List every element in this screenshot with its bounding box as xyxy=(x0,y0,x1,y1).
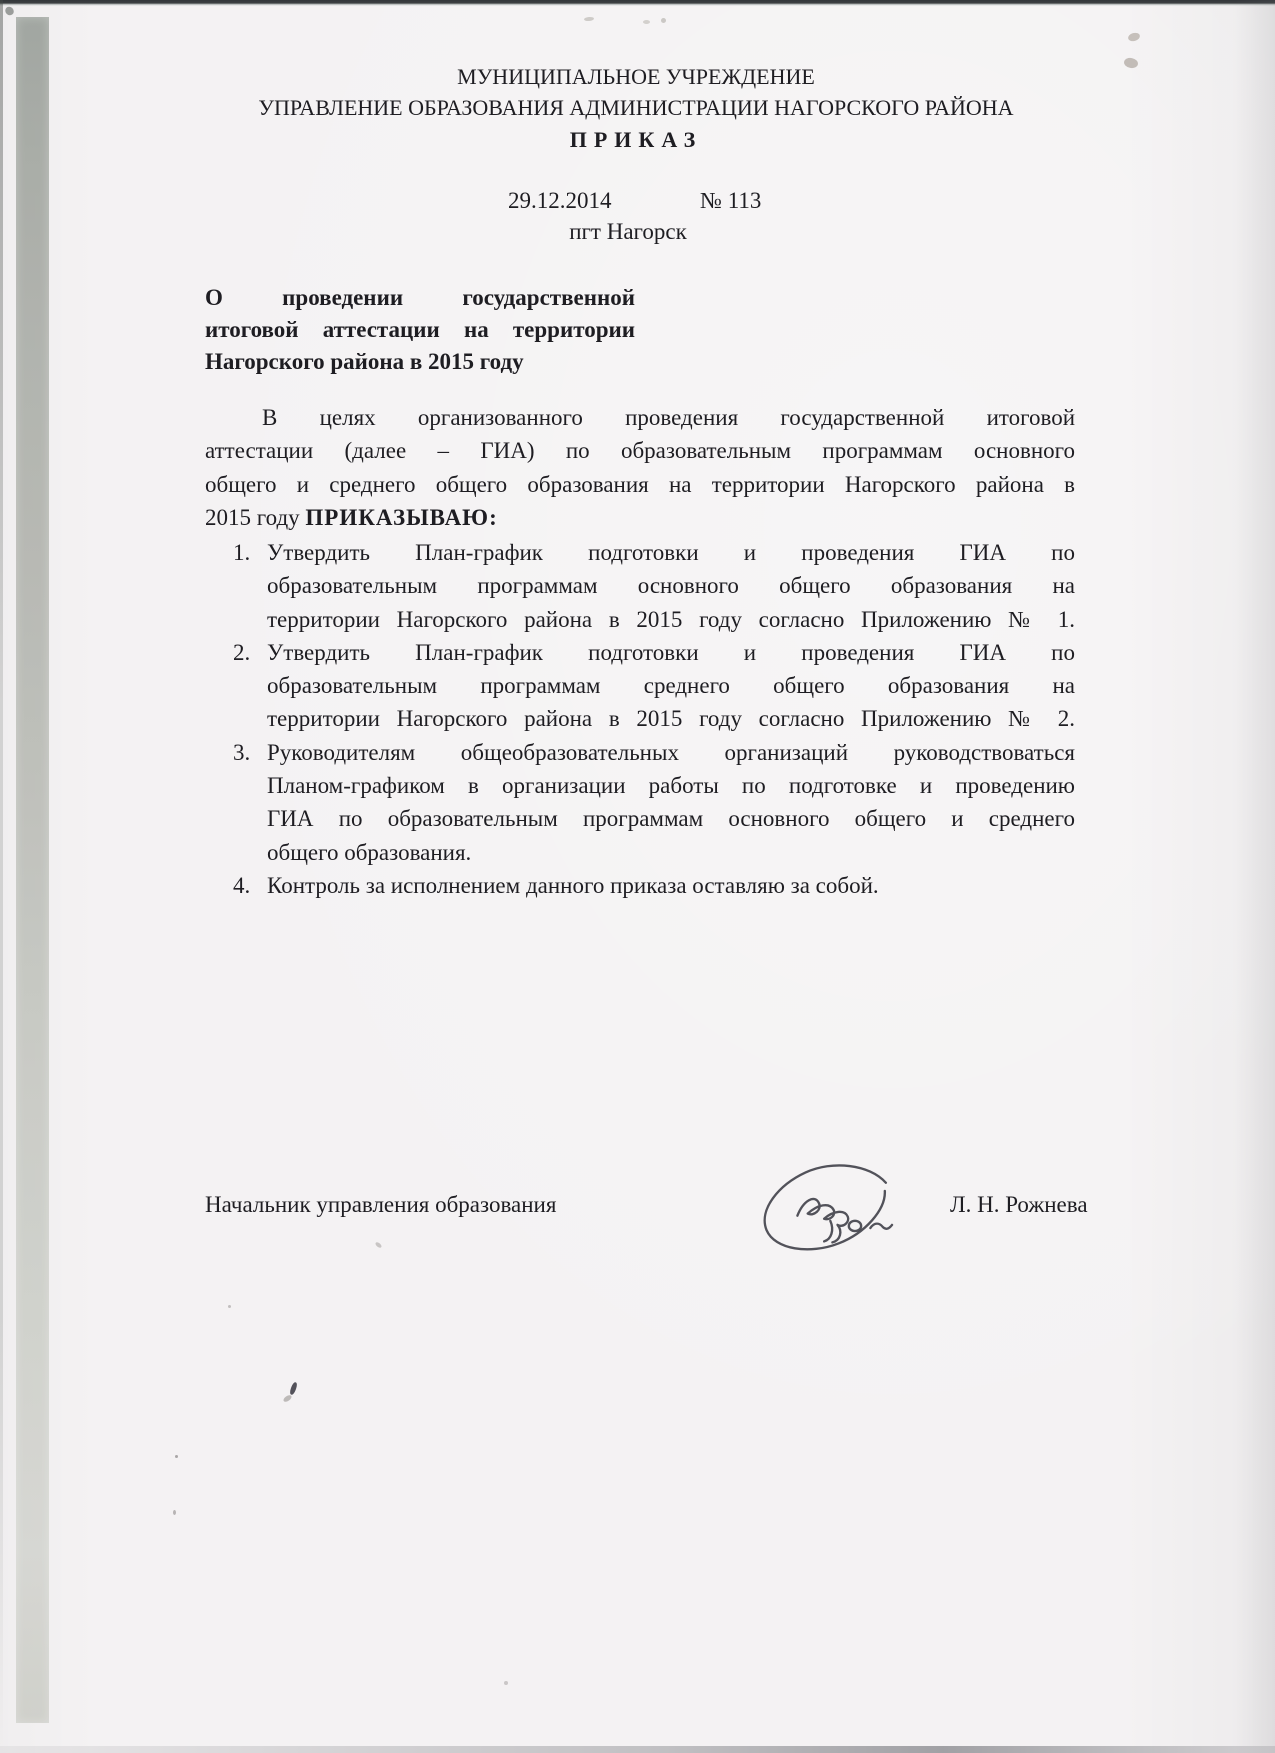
text-line: общего образования. xyxy=(267,839,472,865)
scan-speck xyxy=(173,1510,176,1515)
item-number: 2. xyxy=(233,639,251,665)
text-line: образовательным программам среднего общего образования на xyxy=(267,673,1075,699)
item-text xyxy=(267,736,1075,869)
item-number: 1. xyxy=(233,540,251,565)
text-line: общего и среднего общего образования на территории Нагорского района в xyxy=(205,471,1075,497)
text-line: Руководителям общеобразовательных организаций руководствоваться xyxy=(267,739,1075,765)
organization-name: МУНИЦИПАЛЬНОЕ УЧРЕЖДЕНИЕ xyxy=(457,64,815,89)
scan-speck xyxy=(228,1305,231,1308)
text-line: Утвердить План-график подготовки и проведения ГИА по xyxy=(267,540,1075,565)
text-line: итоговой аттестации на территории xyxy=(205,317,635,342)
order-item-2 xyxy=(233,636,1075,736)
document-number: № 113 xyxy=(700,188,762,213)
text-line: ГИА по образовательным программам основного общего и среднего xyxy=(267,806,1075,832)
item-text xyxy=(267,636,1075,736)
scan-top-edge-artifact xyxy=(0,0,1275,6)
text-line: Нагорского района в 2015 году xyxy=(205,349,524,374)
scan-right-edge-shade xyxy=(1235,0,1275,1753)
order-item-3 xyxy=(233,736,1075,869)
text-line: территории Нагорского района в 2015 году согласно Приложению № 2. xyxy=(267,706,1075,732)
text-line: Утвердить План-график подготовки и проведения ГИА по xyxy=(267,639,1075,665)
scan-left-edge-artifact xyxy=(0,0,3,1753)
item-text xyxy=(267,869,1075,902)
order-items-list xyxy=(233,536,1075,902)
paragraph-last-text: 2015 году xyxy=(205,505,306,531)
scan-speck xyxy=(375,1241,383,1249)
preamble-paragraph xyxy=(205,401,1075,535)
scan-left-strip-artifact xyxy=(16,17,49,1723)
scan-bottom-edge-shadow xyxy=(0,1746,1275,1753)
document-type-title: ПРИКАЗ xyxy=(569,127,703,152)
scan-speck xyxy=(3,5,15,17)
order-item-4 xyxy=(233,869,1075,902)
scan-speck xyxy=(643,20,650,24)
item-text xyxy=(267,536,1075,636)
scan-speck xyxy=(282,1394,292,1403)
text-line xyxy=(205,501,1075,534)
scan-speck xyxy=(1127,32,1141,43)
document-place: пгт Нагорск xyxy=(569,219,687,244)
scan-speck xyxy=(504,1681,508,1685)
scan-speck xyxy=(584,17,594,22)
scan-speck xyxy=(289,1382,298,1396)
department-name: УПРАВЛЕНИЕ ОБРАЗОВАНИЯ АДМИНИСТРАЦИИ НАГОРСКОГО РАЙОНА xyxy=(258,95,1014,120)
text-line: образовательным программам основного общего образования на xyxy=(267,573,1075,599)
text-line: Планом-графиком в организации работы по подготовке и проведению xyxy=(267,773,1075,799)
item-number: 4. xyxy=(233,872,251,898)
prikazyvaju-keyword: ПРИКАЗЫВАЮ: xyxy=(305,505,498,531)
text-line: аттестации (далее – ГИА) по образовательным программам основного xyxy=(205,438,1075,464)
scan-speck xyxy=(661,18,666,23)
handwritten-signature-icon xyxy=(750,1156,925,1264)
text-line: В целях организованного проведения государственной итоговой xyxy=(262,405,1075,430)
order-item-1 xyxy=(233,536,1075,636)
document-subject xyxy=(205,282,635,378)
signatory-position: Начальник управления образования xyxy=(205,1192,557,1217)
signatory-name: Л. Н. Рожнева xyxy=(950,1192,1088,1217)
document-date: 29.12.2014 xyxy=(508,188,612,213)
text-line: территории Нагорского района в 2015 году согласно Приложению № 1. xyxy=(267,606,1075,632)
scan-speck xyxy=(175,1455,178,1458)
text-line: Контроль за исполнением данного приказа оставляю за собой. xyxy=(267,872,879,898)
text-line: О проведении государственной xyxy=(205,285,635,310)
item-number: 3. xyxy=(233,739,251,765)
